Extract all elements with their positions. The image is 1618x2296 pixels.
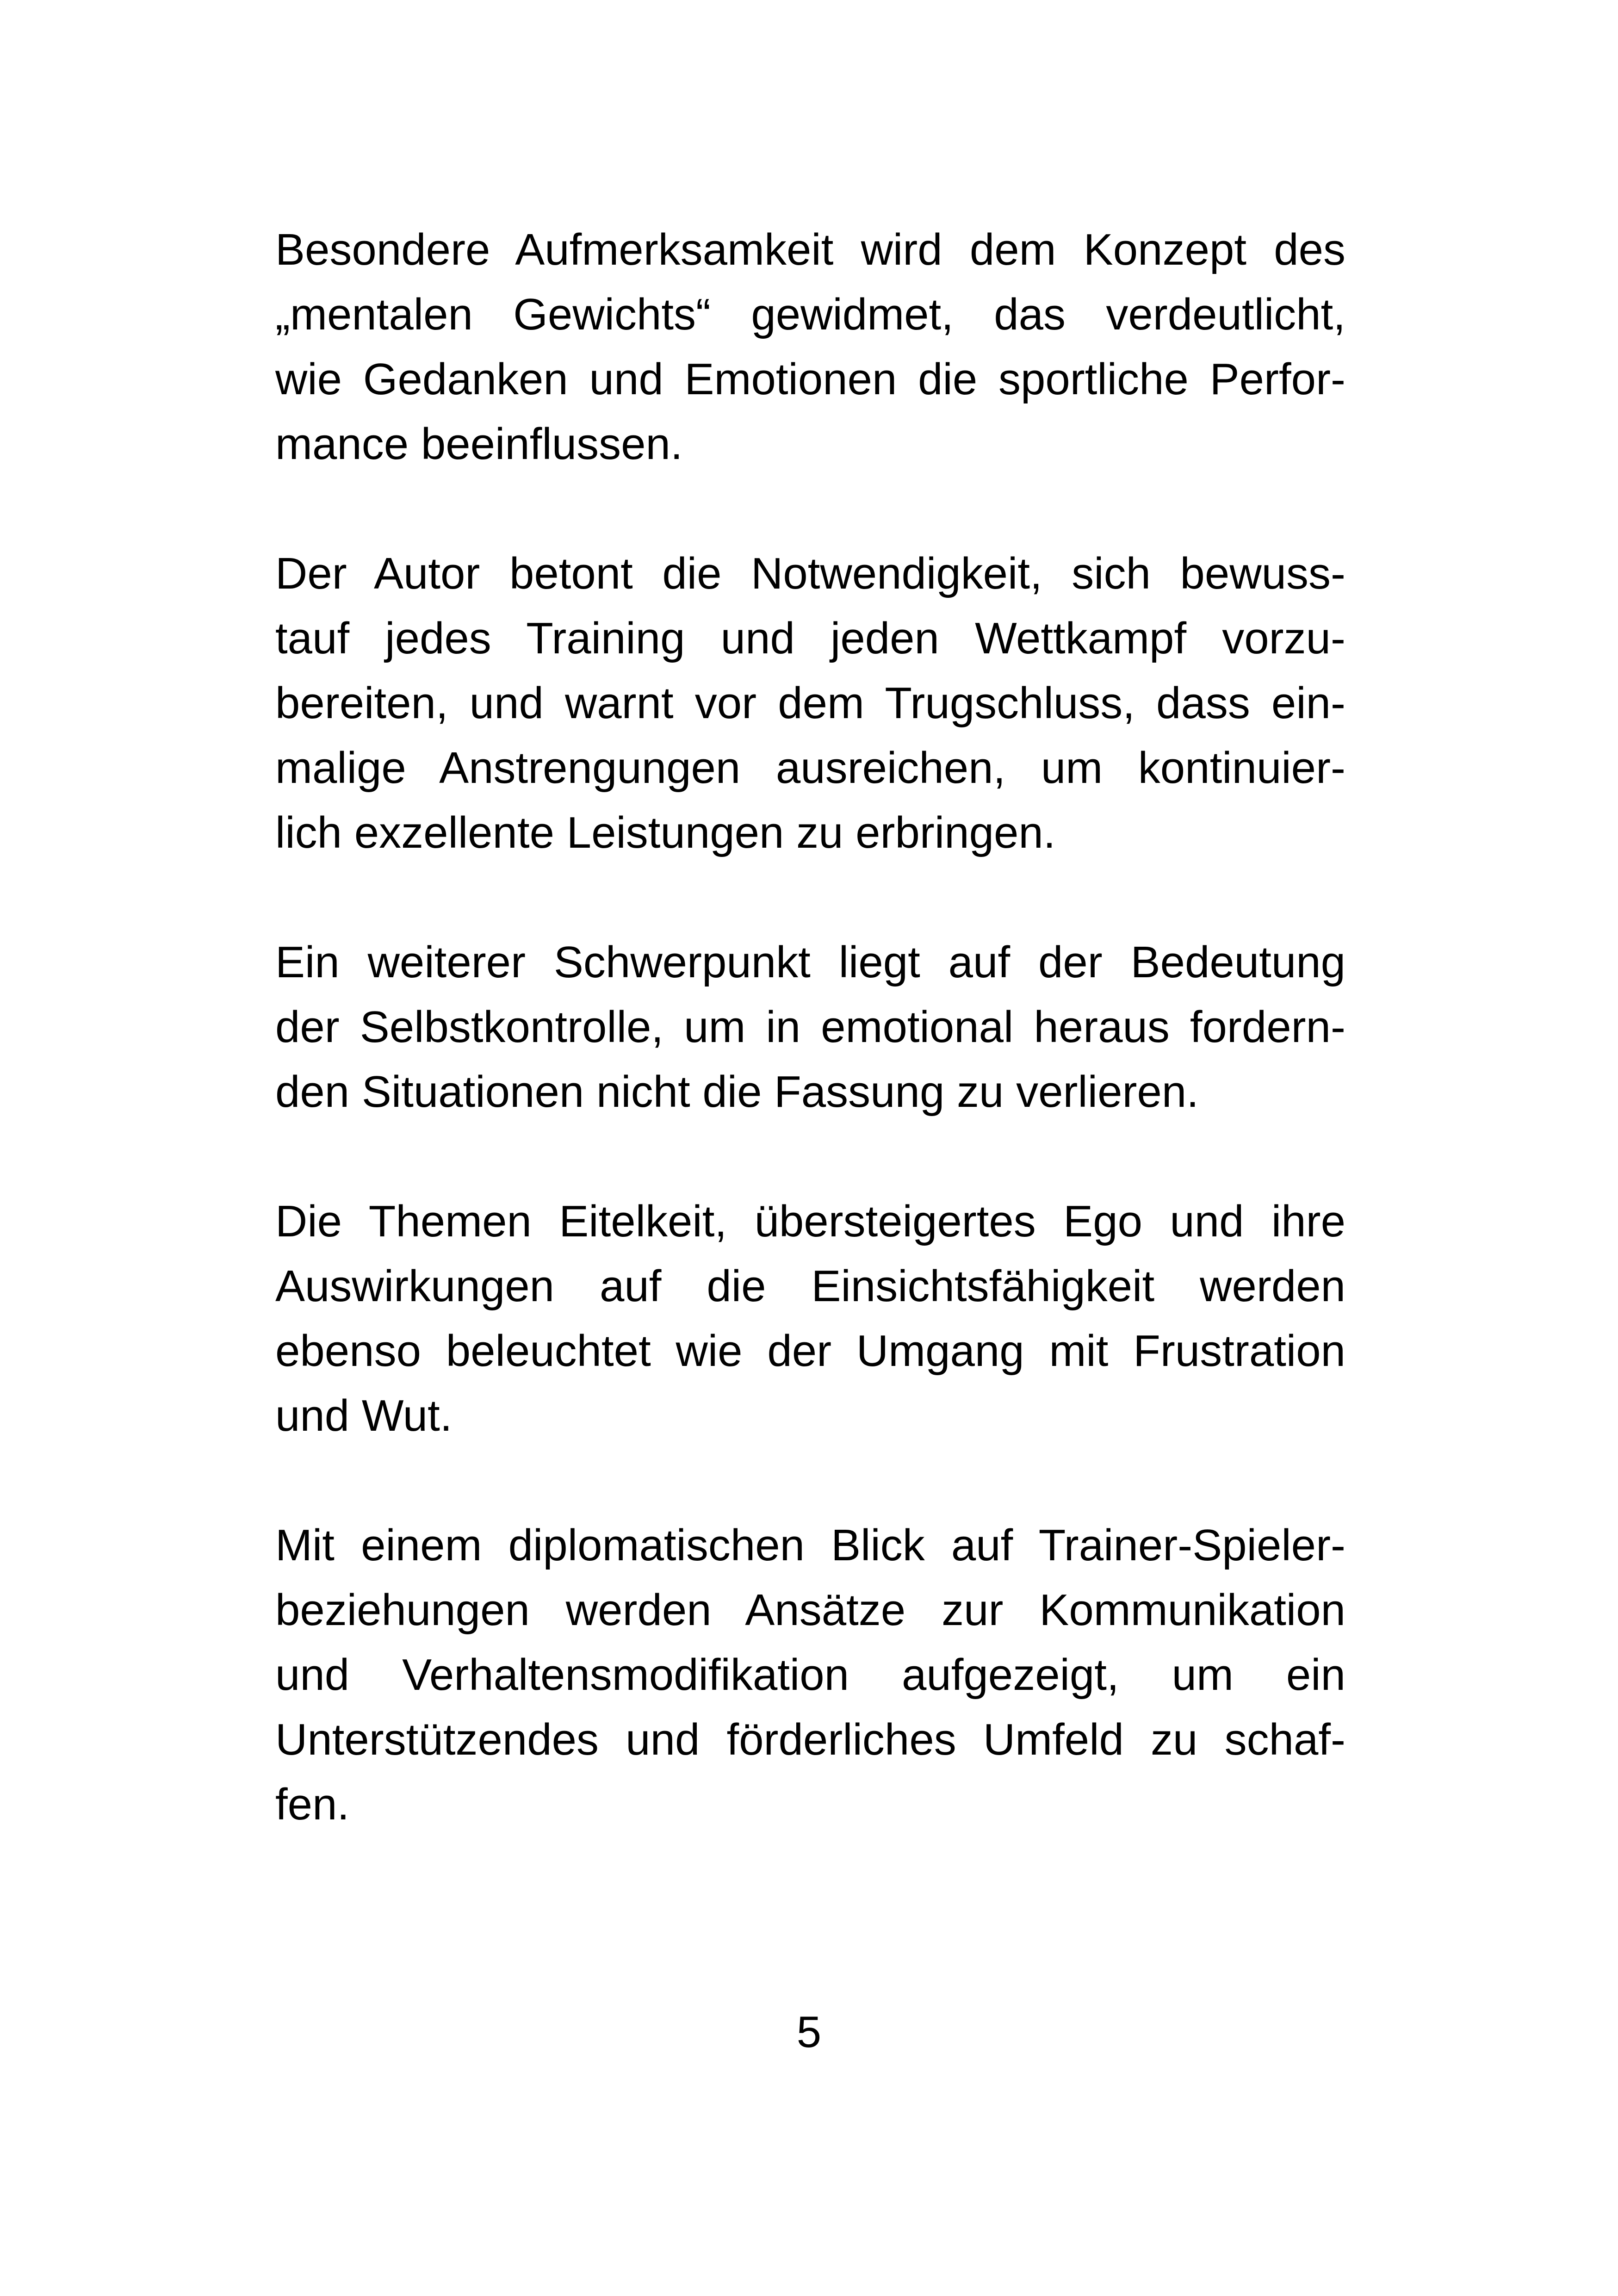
- text-line: fen.: [275, 1780, 350, 1829]
- page-number: 5: [796, 2007, 822, 2057]
- text-line: mance beeinflussen.: [275, 419, 683, 469]
- text-line: und Verhaltensmodifikation aufgezeigt, um ein: [275, 1650, 1345, 1700]
- text-line: den Situationen nicht die Fassung zu verlieren.: [275, 1067, 1199, 1117]
- paragraph-preparation: [275, 541, 1345, 865]
- text-line: ebenso beleuchtet wie der Umgang mit Frustration: [275, 1326, 1345, 1376]
- text-line: bereiten, und warnt vor dem Trugschluss, dass ein-: [275, 678, 1345, 728]
- paragraph-mental-weight: [275, 217, 1345, 477]
- text-line: beziehungen werden Ansätze zur Kommunikation: [275, 1585, 1345, 1635]
- text-line: Auswirkungen auf die Einsichtsfähigkeit werden: [275, 1261, 1345, 1311]
- paragraph-trainer-player: [275, 1513, 1345, 1837]
- text-line: Unterstützendes und förderliches Umfeld zu schaf-: [275, 1715, 1345, 1764]
- text-line: tauf jedes Training und jeden Wettkampf vorzu-: [275, 614, 1345, 663]
- text-line: Mit einem diplomatischen Blick auf Trainer-Spieler-: [275, 1520, 1345, 1570]
- paragraph-vanity-ego: [275, 1189, 1345, 1448]
- text-line: lich exzellente Leistungen zu erbringen.: [275, 808, 1056, 857]
- text-line: wie Gedanken und Emotionen die sportliche Perfor-: [275, 354, 1345, 404]
- paragraph-self-control: [275, 930, 1345, 1124]
- text-line: Ein weiterer Schwerpunkt liegt auf der Bedeutung: [275, 937, 1345, 987]
- text-line: Die Themen Eitelkeit, übersteigertes Ego und ihre: [275, 1197, 1345, 1246]
- text-line: Der Autor betont die Notwendigkeit, sich bewuss-: [275, 549, 1345, 598]
- text-line: Besondere Aufmerksamkeit wird dem Konzept des: [275, 225, 1345, 274]
- text-line: „mentalen Gewichts“ gewidmet, das verdeutlicht,: [275, 290, 1345, 339]
- text-line: und Wut.: [275, 1391, 453, 1440]
- body-text: [275, 217, 1345, 1837]
- text-line: der Selbstkontrolle, um in emotional heraus fordern-: [275, 1002, 1345, 1052]
- text-line: malige Anstrengungen ausreichen, um kontinuier-: [275, 743, 1345, 793]
